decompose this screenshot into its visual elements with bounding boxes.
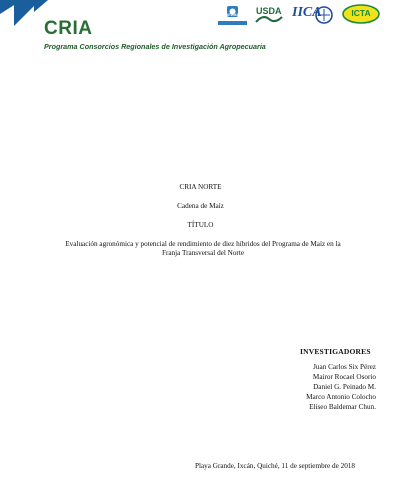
- place-date: Playa Grande, Ixcán, Quiché, 11 de septiembre de 2018: [195, 462, 355, 470]
- investigators-list: [292, 362, 376, 412]
- investigator-name: Mairor Rocael Osorio: [312, 373, 376, 381]
- title-label: TÍTULO: [187, 221, 214, 229]
- investigator-name: Daniel G. Peinado M.: [313, 383, 376, 391]
- cria-logo-icon: [0, 0, 48, 36]
- usda-logo-text: USDA: [256, 6, 282, 16]
- investigator-name: Marco Antonio Colocho: [306, 393, 376, 401]
- program-name: CRIA NORTE: [179, 183, 222, 191]
- investigator-name: Eliseo Baldemar Chun.: [309, 403, 376, 411]
- guatemala-logo-text: GUATEMALA: [221, 13, 244, 17]
- chain-name: Cadena de Maíz: [177, 202, 224, 210]
- investigator-name: Juan Carlos Six Pérez: [313, 363, 376, 371]
- document-title: Evaluación agronómica y potencial de rendimiento de diez híbridos del Programa de Maíz en la Franja Transversal del Norte: [65, 240, 341, 257]
- brand-subtitle: Programa Consorcios Regionales de Investigación Agropecuaria: [44, 42, 266, 51]
- icta-logo-text: ICTA: [351, 8, 371, 18]
- investigators-heading: INVESTIGADORES: [300, 347, 371, 356]
- brand-name: CRIA: [44, 18, 93, 39]
- iica-logo-text: IICA: [292, 5, 322, 20]
